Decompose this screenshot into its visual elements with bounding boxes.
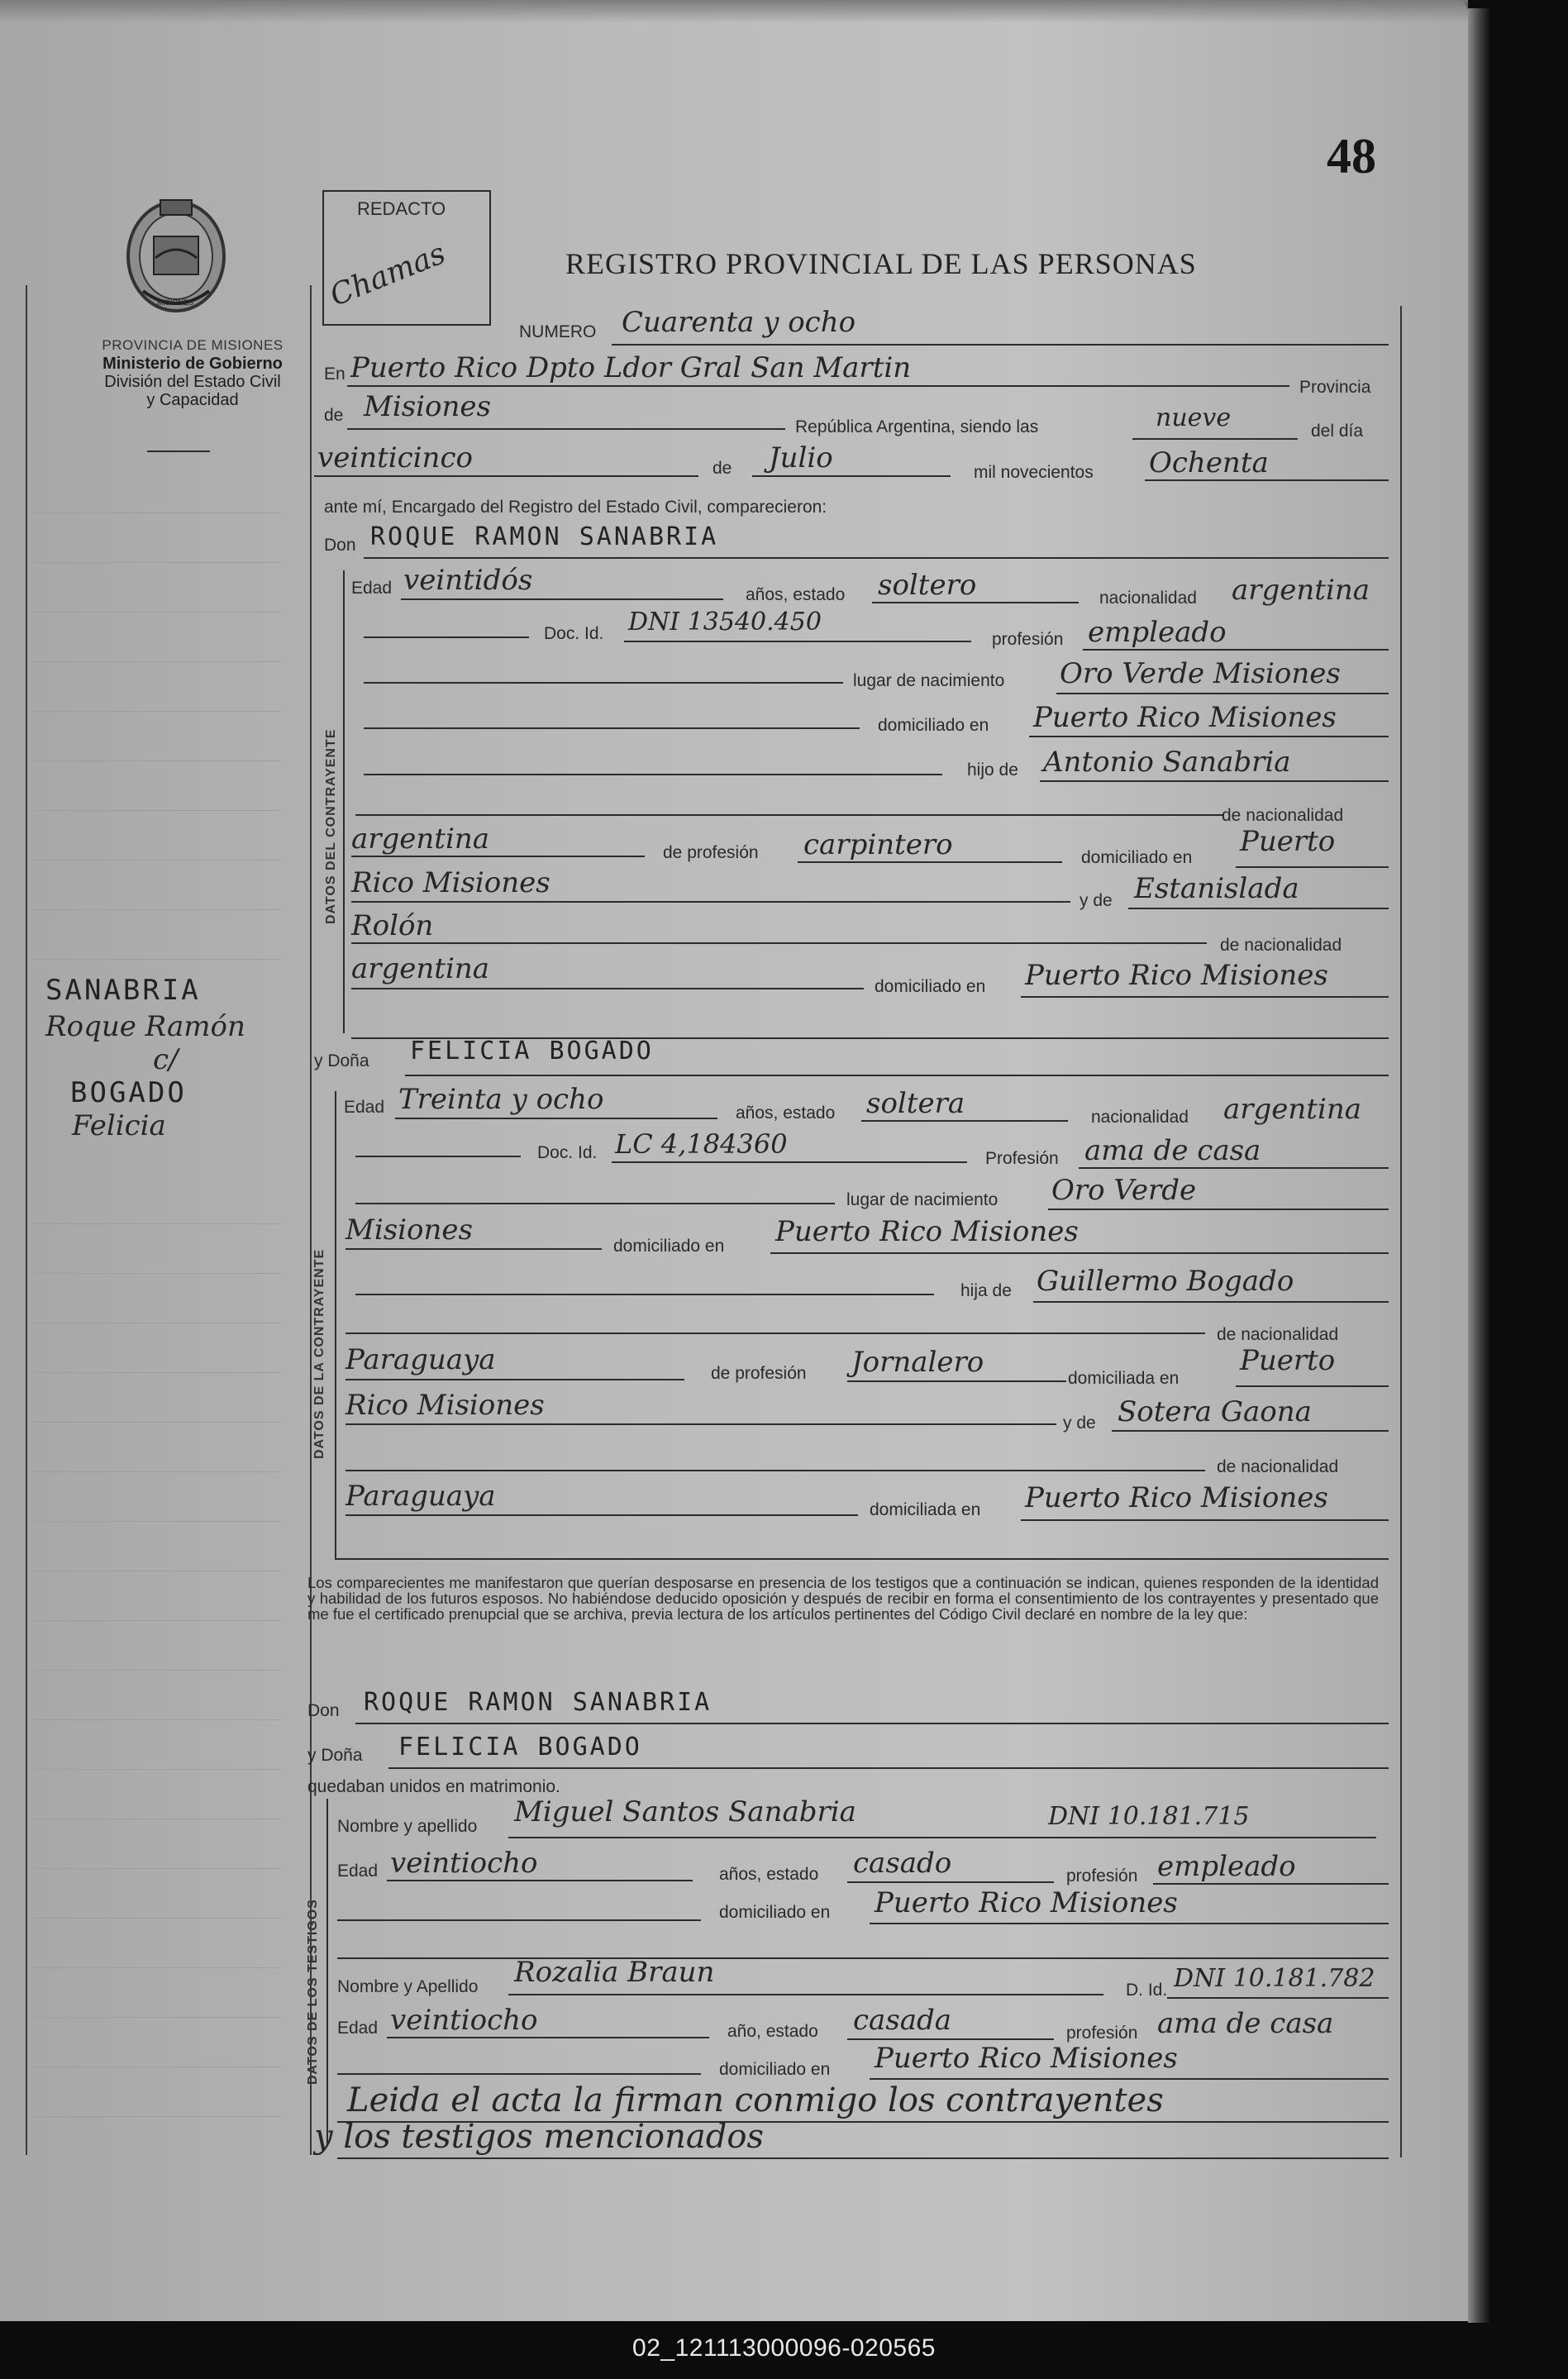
org-province: PROVINCIA DE MISIONES — [102, 337, 284, 353]
f-edad-label: Edad — [344, 1098, 385, 1117]
contrayente-bracket — [343, 570, 345, 1033]
f-madre-line — [1112, 1430, 1389, 1432]
t2-doc: DNI 10.181.782 — [1174, 1964, 1375, 1993]
c-padre-nac-label: de nacionalidad — [1222, 806, 1344, 825]
t2-dom-line — [870, 2078, 1389, 2080]
t1-dom-line — [870, 1923, 1389, 1924]
f-madre-nac: Paraguaya — [346, 1480, 496, 1513]
t2-dom-label: domiciliado en — [719, 2060, 831, 2079]
del-dia-label: del día — [1311, 422, 1364, 441]
t1-doc: DNI 10.181.715 — [1048, 1802, 1250, 1831]
org-division: División del Estado Civil — [104, 373, 281, 391]
f-madre-dom-line — [1021, 1519, 1389, 1521]
y-dona-label: y Doña — [314, 1051, 369, 1070]
c-padre-dom1: Puerto — [1240, 825, 1336, 858]
f-madre-dom-label: domiciliada en — [870, 1500, 981, 1519]
margin-given-1: Roque Ramón — [45, 1010, 245, 1043]
c-madre1-line — [1128, 908, 1389, 909]
t2-nombre-label: Nombre y Apellido — [337, 1977, 479, 1996]
decl-dona-label: y Doña — [307, 1746, 363, 1765]
footer-identifier: 02_121113000096-020565 — [632, 2334, 936, 2362]
c-doc-line — [624, 641, 971, 642]
testigos-bracket — [326, 1799, 328, 2146]
org-capacity: y Capacidad — [146, 391, 239, 409]
f-dom-label: domiciliado en — [613, 1237, 725, 1256]
f-hija-label: hija de — [960, 1281, 1012, 1300]
margin-surname-2: BOGADO — [70, 1076, 187, 1109]
t1-estado: casado — [853, 1847, 952, 1880]
numero-value: Cuarenta y ocho — [622, 306, 856, 339]
f-prof: ama de casa — [1084, 1134, 1261, 1167]
ante-label: ante mí, Encargado del Registro del Estado Civil, comparecieron: — [324, 498, 827, 517]
c-padre-prof-label: de profesión — [663, 843, 759, 862]
c-padre-dom2-line — [351, 901, 1070, 903]
decl-don-line — [355, 1723, 1389, 1724]
f-edad-line — [395, 1118, 717, 1119]
f-lugar: Oro Verde — [1051, 1174, 1197, 1207]
f-padre-dom2-line — [346, 1423, 1056, 1425]
c-lugar-label: lugar de nacimiento — [853, 671, 1005, 690]
f-madre-dom: Puerto Rico Misiones — [1025, 1481, 1328, 1514]
mes-line — [752, 475, 951, 477]
left-margin-line — [26, 285, 27, 2155]
f-padre-line — [1033, 1301, 1389, 1303]
en-line — [347, 385, 1289, 387]
c-prof: empleado — [1088, 616, 1227, 649]
f-doc: LC 4,184360 — [615, 1128, 788, 1160]
t2-doc-label: D. Id. — [1126, 1981, 1168, 2000]
closing-line-2-rule — [337, 2157, 1389, 2159]
decl-don-label: Don — [307, 1701, 340, 1720]
anio-line — [1145, 479, 1389, 481]
t1-dom: Puerto Rico Misiones — [875, 1886, 1178, 1919]
t2-edad-label: Edad — [337, 2019, 379, 2038]
t2-estado-line — [847, 2038, 1054, 2040]
c-lugar-line — [1056, 693, 1389, 694]
c-padre: Antonio Sanabria — [1043, 746, 1291, 779]
c-nac: argentina — [1232, 574, 1370, 607]
t2-edad-line — [387, 2037, 709, 2038]
c-estado-line — [872, 602, 1079, 603]
margin-surname-1: SANABRIA — [45, 974, 201, 1007]
t1-edad-line — [387, 1880, 693, 1881]
t2-anos-label: año, estado — [727, 2022, 818, 2041]
f-prof-label: Profesión — [985, 1149, 1059, 1168]
t1-nombre-line — [508, 1837, 1376, 1838]
margin-annotation — [45, 974, 245, 1142]
t2-doc-line — [1167, 1997, 1389, 1999]
c-estado: soltero — [878, 569, 977, 602]
de-label: de — [324, 406, 344, 425]
f-lugar-blank-line — [355, 1203, 835, 1204]
contrayenta-bracket — [335, 1091, 336, 1558]
c-padre-dom2: Rico Misiones — [351, 866, 550, 899]
closing-line-2: y los testigos mencionados — [314, 2118, 764, 2156]
mil-label: mil novecientos — [974, 463, 1094, 482]
c-padre-line — [1040, 780, 1389, 782]
c-prof-line — [1083, 649, 1389, 651]
org-block — [40, 336, 346, 409]
c-edad: veintidós — [403, 564, 533, 597]
t1-dom-label: domiciliado en — [719, 1903, 831, 1922]
f-hija-blank-line — [355, 1294, 934, 1295]
c-padre-nac: argentina — [351, 822, 490, 856]
contrayente-name-line — [364, 557, 1389, 559]
c-madre-dom-label: domiciliado en — [875, 977, 986, 996]
c-madre-nac-line — [351, 988, 864, 989]
c-padre-dom-label: domiciliado en — [1081, 848, 1193, 867]
t1-end-line — [337, 1957, 1389, 1959]
contrayenta-name-line — [405, 1075, 1389, 1076]
f-padre-nac-blank-line — [346, 1333, 1205, 1334]
page-top-shadow — [0, 0, 1468, 23]
margin-column-line — [310, 285, 312, 2155]
contrayente-name: ROQUE RAMON SANABRIA — [370, 522, 719, 551]
c-hijo-blank-line — [364, 774, 942, 775]
c-madre-nac: argentina — [351, 952, 490, 985]
f-madre: Sotera Gaona — [1118, 1395, 1312, 1428]
f-padre: Guillermo Bogado — [1037, 1265, 1294, 1298]
f-doc-line — [612, 1161, 967, 1163]
f-dom-line — [770, 1252, 1389, 1254]
f-lugar2-line — [346, 1248, 602, 1250]
c-padre-dom1-line — [1236, 866, 1389, 868]
don-label: Don — [324, 536, 356, 555]
provincia-label: Provincia — [1299, 378, 1371, 397]
dia-line — [314, 475, 698, 477]
en-value: Puerto Rico Dpto Ldor Gral San Martin — [350, 351, 912, 384]
c-lugar: Oro Verde Misiones — [1060, 657, 1341, 690]
t1-prof-line — [1153, 1883, 1389, 1885]
t2-nombre: Rozalia Braun — [514, 1956, 715, 1989]
c-prof-label: profesión — [992, 630, 1064, 649]
f-padre-prof-label: de profesión — [711, 1364, 807, 1383]
c-doc-blank-line — [364, 636, 529, 638]
c-y-de-label: y de — [1079, 891, 1113, 910]
t1-dom-blank-line — [337, 1919, 701, 1921]
f-doc-label: Doc. Id. — [537, 1143, 598, 1162]
c-hijo-label: hijo de — [967, 760, 1018, 779]
c-padre-prof-line — [798, 861, 1062, 863]
f-prof-line — [1079, 1167, 1389, 1169]
f-madre-nac-line — [346, 1514, 858, 1516]
f-madre-nac-label: de nacionalidad — [1217, 1457, 1339, 1476]
c-madre-nac-label: de nacionalidad — [1220, 936, 1342, 955]
f-dom: Puerto Rico Misiones — [775, 1215, 1079, 1248]
t2-dom-blank-line — [337, 2073, 701, 2075]
closing-line-1: Leida el acta la firman conmigo los contrayentes — [347, 2081, 1164, 2119]
f-doc-blank-line — [355, 1156, 521, 1157]
mes-de-label: de — [713, 459, 732, 478]
margin-given-2: Felicia — [72, 1109, 166, 1142]
t1-estado-line — [847, 1881, 1054, 1883]
de-value: Misiones — [364, 390, 491, 423]
org-divider — [147, 451, 210, 452]
t2-prof: ama de casa — [1157, 2007, 1334, 2040]
t2-dom: Puerto Rico Misiones — [875, 2042, 1178, 2075]
t1-edad: veintiocho — [390, 1847, 538, 1880]
c-madre-dom-line — [1021, 996, 1389, 998]
t2-edad: veintiocho — [390, 2004, 538, 2037]
c-doc: DNI 13540.450 — [628, 608, 822, 636]
f-padre-dom-label: domiciliada en — [1068, 1369, 1180, 1388]
f-padre-dom1: Puerto — [1240, 1344, 1336, 1377]
anio-value: Ochenta — [1149, 446, 1269, 479]
t1-anos-label: años, estado — [719, 1865, 819, 1884]
f-lugar-line — [1048, 1209, 1389, 1210]
numero-line — [612, 344, 1389, 346]
c-dom-line — [1029, 736, 1389, 737]
c-padre-prof: carpintero — [803, 828, 953, 861]
c-madre-dom: Puerto Rico Misiones — [1025, 959, 1328, 992]
f-end-line — [335, 1558, 1389, 1560]
testigos-side-label: DATOS DE LOS TESTIGOS — [306, 1899, 320, 2085]
numero-label: NUMERO — [519, 322, 597, 341]
c-dom-label: domiciliado en — [878, 716, 989, 735]
seal-bottom-text: MISIONES — [157, 298, 194, 307]
dia-value: veinticinco — [317, 441, 473, 474]
t1-nombre-label: Nombre y apellido — [337, 1817, 478, 1836]
contrayenta-side-label: DATOS DE LA CONTRAYENTE — [312, 1248, 326, 1459]
f-estado-line — [861, 1120, 1068, 1122]
f-lugar-label: lugar de nacimiento — [846, 1190, 998, 1209]
org-ministry: Ministerio de Gobierno — [102, 355, 283, 373]
f-lugar2: Misiones — [346, 1213, 473, 1247]
f-padre-nac-label: de nacionalidad — [1217, 1325, 1339, 1344]
redacto-box — [322, 190, 491, 326]
f-nac-label: nacionalidad — [1091, 1108, 1189, 1127]
page-title: REGISTRO PROVINCIAL DE LAS PERSONAS — [565, 247, 1197, 280]
f-y-de-label: y de — [1063, 1414, 1096, 1433]
t1-prof: empleado — [1157, 1850, 1296, 1883]
t1-nombre: Miguel Santos Sanabria — [514, 1795, 856, 1828]
c-lugar-blank-line — [364, 682, 843, 684]
c-padre-nac-line — [351, 856, 645, 857]
t1-prof-label: profesión — [1066, 1866, 1138, 1886]
margin-separator: c/ — [153, 1043, 179, 1076]
f-padre-nac-line — [346, 1379, 684, 1380]
c-doc-label: Doc. Id. — [544, 624, 604, 643]
decl-dona: FELICIA BOGADO — [398, 1733, 642, 1762]
c-madre-nac-blank-line — [351, 942, 1207, 944]
f-padre-prof-line — [847, 1380, 1066, 1382]
c-anos-label: años, estado — [746, 585, 846, 604]
redacto-label: REDACTO — [357, 198, 446, 219]
t1-edad-label: Edad — [337, 1862, 379, 1881]
t2-nombre-line — [508, 1994, 1103, 1995]
decl-don: ROQUE RAMON SANABRIA — [364, 1688, 713, 1717]
page-number: 48 — [1327, 129, 1376, 184]
f-edad: Treinta y ocho — [398, 1083, 604, 1116]
en-label: En — [324, 365, 346, 384]
c-edad-label: Edad — [351, 579, 393, 598]
page-binding-edge — [1468, 8, 1489, 2323]
f-padre-dom1-line — [1236, 1385, 1389, 1387]
contrayenta-name: FELICIA BOGADO — [410, 1037, 654, 1066]
provincial-seal — [122, 192, 230, 316]
decl-dona-line — [388, 1767, 1389, 1769]
declaration-text: Los comparecientes me manifestaron que querían desposarse en presencia de los testigos que a continuación se indican, quienes responden de la identidad y habilidad de los futuros esposos. No habiéndose deducido oposición y después de recibir en forma el consentimiento de los contrayentes y presentado que me fue el certificado prenupcial que se archiva, previa lectura de los artículos pertinentes del Código Civil declaré en nombre de la ley que: — [307, 1574, 1379, 1623]
f-padre-nac: Paraguaya — [346, 1343, 496, 1376]
c-madre1: Estanislada — [1134, 872, 1299, 905]
c-nac-label: nacionalidad — [1099, 589, 1197, 608]
t2-prof-label: profesión — [1066, 2024, 1138, 2043]
f-padre-prof: Jornalero — [851, 1346, 984, 1379]
redacto-signature: Chamas — [325, 236, 450, 313]
c-dom-blank-line — [364, 727, 860, 729]
c-madre2: Rolón — [351, 909, 434, 942]
c-dom: Puerto Rico Misiones — [1033, 701, 1337, 734]
f-anos-label: años, estado — [736, 1104, 836, 1123]
f-padre-dom2: Rico Misiones — [346, 1389, 545, 1422]
form-right-border — [1400, 306, 1402, 2157]
quedaban-label: quedaban unidos en matrimonio. — [307, 1777, 560, 1796]
f-estado: soltera — [866, 1087, 965, 1120]
hora-line — [1132, 438, 1298, 440]
seal-emblem-icon — [122, 192, 230, 316]
republica-label: República Argentina, siendo las — [795, 417, 1039, 436]
t2-estado: casada — [853, 2004, 952, 2037]
hora-value: nueve — [1156, 403, 1232, 432]
f-madre-nac-blank-line — [346, 1470, 1205, 1471]
contrayente-side-label: DATOS DEL CONTRAYENTE — [324, 728, 338, 924]
f-nac: argentina — [1223, 1093, 1362, 1126]
mes-value: Julio — [769, 441, 833, 474]
c-padre-nac-blank-line — [355, 814, 1223, 816]
c-edad-line — [401, 598, 723, 600]
de-line — [347, 428, 785, 430]
